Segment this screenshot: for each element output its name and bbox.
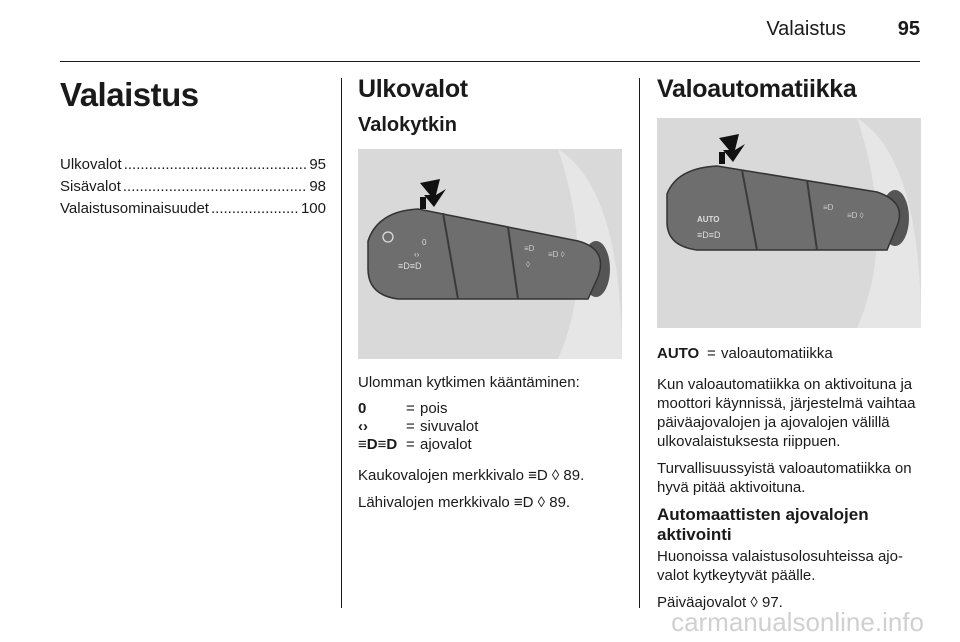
exterior-lights-column — [358, 75, 624, 520]
toc-item[interactable] — [60, 176, 326, 198]
chapter-column — [60, 70, 326, 220]
auto-light-switch-illustration — [657, 118, 921, 328]
definition-text: pois — [420, 400, 448, 417]
off-symbol: 0 — [358, 400, 367, 417]
automatic-lights-column — [657, 75, 923, 620]
safety-note: Turvallisuussyistä valoautomatiikka on hyvä pitää aktivoituna. — [657, 460, 912, 496]
headlights-icon: ≡D≡D — [358, 436, 398, 453]
toc-page: 100 — [300, 200, 326, 217]
section-title: Valoautomatiikka — [657, 75, 857, 103]
chapter-title: Valaistus — [60, 76, 199, 113]
toc-page: 95 — [309, 156, 326, 173]
definition-text: sivuvalot — [420, 418, 479, 435]
definition-text: ajovalot — [420, 436, 472, 453]
page-number: 95 — [897, 18, 920, 40]
list-item: ‹› = sivuvalot — [358, 418, 479, 435]
switch-intro: Ulomman kytkimen kääntäminen: — [358, 374, 580, 391]
svg-text:≡D ◊: ≡D ◊ — [847, 211, 864, 220]
light-switch-illustration — [358, 149, 622, 359]
switch-positions-list — [358, 400, 624, 454]
section-title: Ulkovalot — [358, 75, 468, 103]
header-rule — [60, 61, 920, 62]
activation-text: Huonoissa valaistusolosuhteissa ajo- valot kytkeytyvät päälle. — [657, 548, 903, 584]
svg-text:◊: ◊ — [526, 260, 530, 269]
svg-text:≡D≡D: ≡D≡D — [398, 261, 422, 271]
list-item: 0 = pois — [358, 400, 448, 417]
svg-text:≡D ◊: ≡D ◊ — [548, 250, 565, 259]
toc-leader — [124, 154, 308, 176]
column-divider-2 — [639, 78, 640, 608]
auto-light-switch-figure — [657, 118, 921, 328]
svg-text:≡D: ≡D — [823, 203, 834, 212]
svg-text:0: 0 — [422, 238, 427, 247]
toc-label: Sisävalot — [60, 178, 121, 195]
auto-symbol: AUTO — [657, 345, 700, 362]
page-header — [60, 18, 920, 48]
high-beam-note: Kaukovalojen merkkivalo ≡D ◊ 89. — [358, 467, 585, 484]
sidelights-icon: ‹› — [358, 418, 368, 435]
toc-page: 98 — [309, 178, 326, 195]
table-of-contents — [60, 154, 326, 220]
auto-label: AUTO — [697, 215, 720, 224]
auto-definition: AUTO = valoautomatiikka — [657, 345, 833, 362]
subsection-title: Valokytkin — [358, 114, 457, 136]
column-divider-1 — [341, 78, 342, 608]
watermark: carmanualsonline.info — [671, 607, 924, 637]
svg-text:≡D≡D: ≡D≡D — [697, 230, 721, 240]
daytime-lights-ref: Päiväajovalot ◊ 97. — [657, 594, 783, 611]
list-item: ≡D≡D = ajovalot — [358, 436, 472, 453]
toc-leader — [123, 176, 307, 198]
definition-text: valoautomatiikka — [721, 345, 833, 362]
toc-label: Ulkovalot — [60, 156, 122, 173]
subsection-title: Automaattisten ajovalojen aktivointi — [657, 505, 869, 544]
auto-description: Kun valoautomatiikka on aktivoituna ja moottori käynnissä, järjestelmä vaihtaa päiväajovalojen ja ajovalojen välillä ulkovalaistuksesta riippuen. — [657, 376, 916, 450]
toc-item[interactable] — [60, 154, 326, 176]
toc-leader — [211, 198, 299, 220]
toc-item[interactable] — [60, 198, 326, 220]
running-title: Valaistus — [766, 18, 846, 40]
low-beam-note: Lähivalojen merkkivalo ≡D ◊ 89. — [358, 494, 571, 511]
toc-label: Valaistusominaisuudet — [60, 200, 209, 217]
svg-text:‹›: ‹› — [414, 250, 420, 259]
svg-text:≡D: ≡D — [524, 244, 535, 253]
light-switch-figure — [358, 149, 622, 359]
